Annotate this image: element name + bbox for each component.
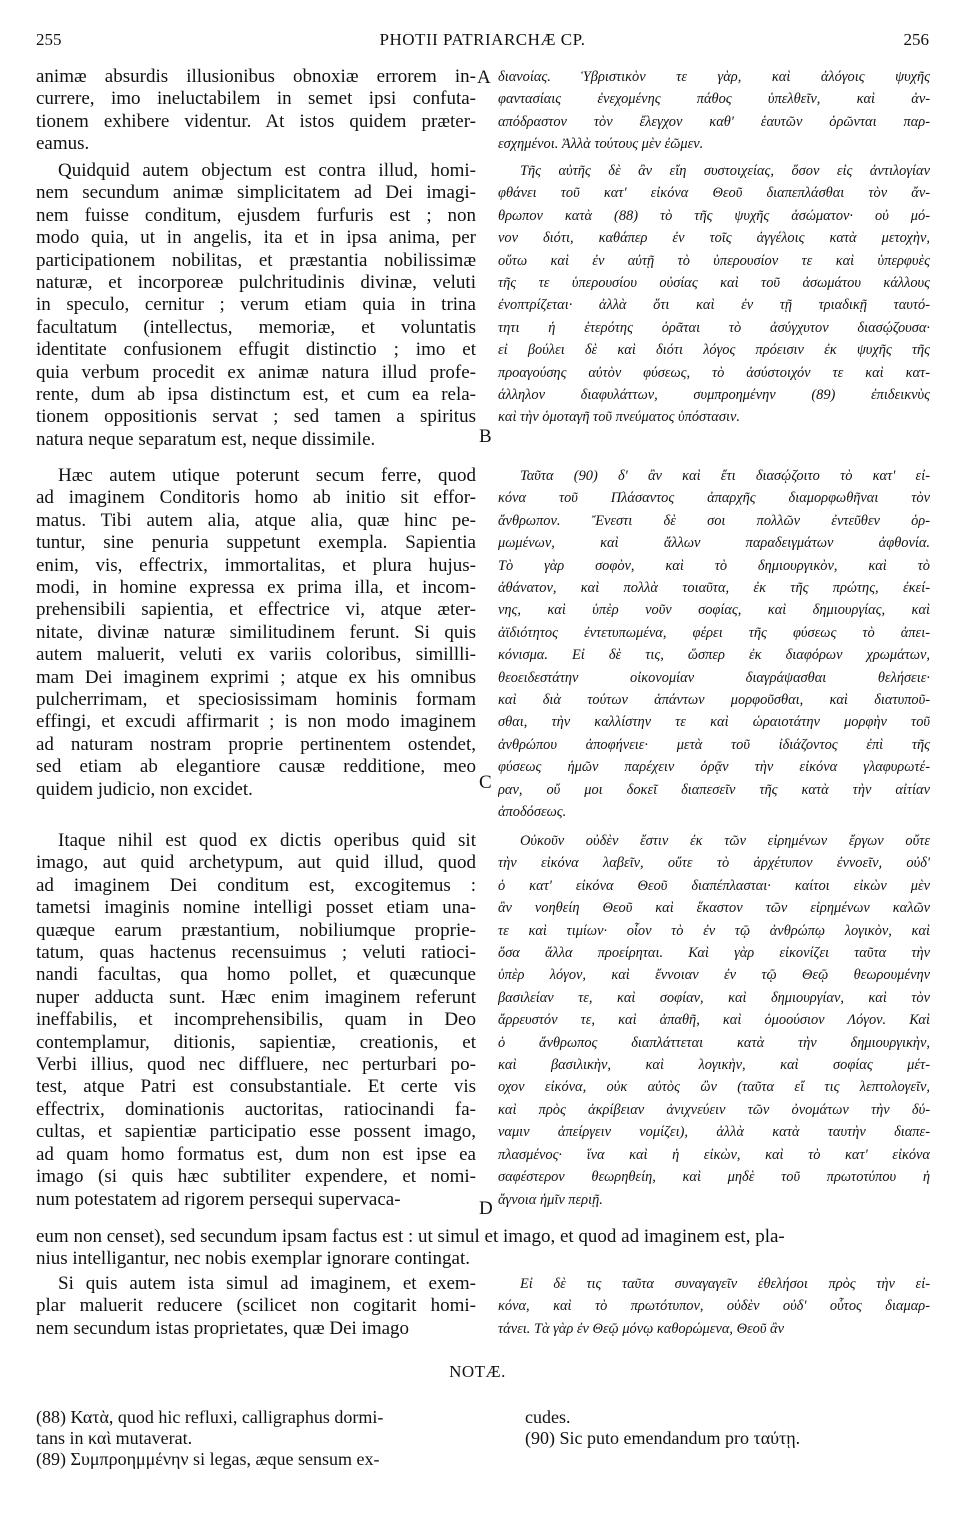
text-line: Hæc autem utique poterunt secum ferre, quod [58,465,476,486]
text-line: Quidquid autem objectum est contra illud, homi- [58,160,476,181]
text-line: ad naturam nostram proprie pertinentem ostendet, [36,733,476,755]
text-line: animæ absurdis illusionibus obnoxiæ errorem in- [36,66,476,87]
text-line: νον διότι, καθάπερ ἐν τοῖς ἀγγέλοις κατὰ μετοχὴν, [498,230,930,247]
text-line: imago (si quis hæc subtiliter expendere, et nomi- [36,1166,476,1188]
text-line: καὶ πρὸς ἀκρίβειαν ἀνιχνεύειν τῶν ὀνομάτων τὴν δύ- [498,1101,930,1118]
text-line: identitate confusionem effugit distinctio ; imo et [36,339,476,361]
text-line: ἀϊδιότητος ἐντετυπωμένα, φέρει τῆς φύσεως τὸ ἀπει- [498,624,930,641]
text-line: ὅσα ἄλλα προείρηται. Καὶ γὰρ εἰκονίζει ταῦτα τὴν [498,945,930,962]
text-line: νης, καὶ ὑπὲρ νοῦν σοφίας, καὶ δημιουργίας, καὶ [498,602,930,619]
text-line: Si quis autem ista simul ad imaginem, et exem- [58,1273,476,1294]
running-title: PHOTII PATRIARCHÆ CP. [379,30,586,49]
text-line: tionem oppositionis servat ; sed tamen a spiritus [36,406,476,428]
text-line: nandi facultas, qua homo pollet, et quæcunque [36,964,476,986]
text-line: ὁ κατ' εἰκόνα Θεοῦ διαπέπλασται· καίτοι εἰκὼν μὲν [498,877,930,894]
text-line: καὶ βασιλικὴν, καὶ λογικὴν, καὶ σοφίας μέτ- [498,1057,930,1074]
text-line: οχον εἰκόνα, οὐκ αὐτὸς ὢν (ταῦτα εἴ τις λεπτολογεῖν, [498,1079,930,1096]
text-line: θεοειδεστάτην οἰκονομίαν διαγράψασθαι θελήσειε· [498,669,930,686]
text-line: prehensibili sapientia, et effectrice vi, atque æter- [36,599,476,621]
text-line: ad quam homo formatus est, dum non est ipse ea [36,1143,476,1165]
text-line: Τῆς αὐτῆς δὲ ἂν εἴη συστοιχείας, ὅσον εἰς ἀντιλογίαν [520,163,930,179]
text-line: ἀνθρώπου ἀποφήνειε· μετὰ τοῦ ἰδιάζοντος ἐπὶ τῆς [498,736,930,753]
text-line: ἐνοπτρίζεται· ἀλλὰ ὅτι καὶ ἐν τῇ τριαδικῇ ταυτό- [498,297,930,314]
text-line: ἄνθρωπον. Ἔνεστι δὲ σοι πολλῶν ἐντεῦθεν ὁρ- [498,512,930,529]
text-line: διανοίας. Ὑβριστικὸν τε γὰρ, καὶ ἀλόγοις ψυχῆς [498,69,930,85]
latin-paragraph-5 [36,1273,476,1340]
text-line: ad imaginem Conditoris homo ab initio sit effor- [36,487,476,509]
text-line: test, atque Patri est consubstantiale. Et certe vis [36,1076,476,1098]
text-line: φθάνει τοῦ κατ' εἰκόνα Θεοῦ διαπεπλάσθαι τὸν ἄν- [498,185,930,202]
text-line: plar maluerit reducere (scilicet non cogitarit homi- [36,1295,476,1317]
text-line: nitate, divinæ naturæ similitudinem ferunt. Si quis [36,621,476,643]
margin-marker-c: C [479,772,492,793]
text-line: σθαι, τὴν καλλίστην τε καὶ ὡραιοτάτην μορφὴν τοῦ [498,714,930,731]
text-line: ἄρρευστόν τε, καὶ ἀπαθῆ, καὶ ὁμοούσιον Λόγον. Καὶ [498,1012,930,1029]
greek-paragraph-1 [498,66,930,156]
text-line: πλασμένος· ἵνα καὶ ἡ εἰκὼν, καὶ τὸ κατ' εἰκόνα [498,1146,930,1163]
text-line: cultas, et sapientiæ participatio esse possent imago, [36,1121,476,1143]
text-line: θρωπον κατὰ (88) τὸ τῆς ψυχῆς ἀσώματον· οὐ μό- [498,207,930,224]
text-line: enim, vis, effectrix, immortalitas, et plura hujus- [36,554,476,576]
text-line: σαφέστερον θεωρηθείη, καὶ μηδὲ τοῦ πρωτοτύπου ἡ [498,1169,930,1186]
margin-marker-b: B [479,426,492,447]
text-line: εσχημένοι. Ἀλλὰ τούτους μὲν ἐῶμεν. [498,136,704,153]
greek-paragraph-2 [498,160,930,429]
text-line: modo quia, ut in angelis, ita et in ipsa anima, per [36,227,476,249]
text-line: naturæ, et incorporeæ pulchritudinis divinæ, veluti [36,272,476,294]
text-line: τητι ἡ ἑτερότης ὁρᾶται τὸ ἀσύγχυτον διασῴζουσα· [498,319,930,336]
text-line: ναμιν ἀπείργειν νομίζει), ἀλλὰ κατὰ ταυτὴν διαπε- [498,1124,930,1141]
notes-left-column [36,1407,476,1470]
text-line: eum non censet), sed secundum ipsam factus est : ut simul et imago, et quod ad imaginem est, pla- [36,1226,785,1247]
text-line: rente, dum ab ipsa distinctum est, et cum ea rela- [36,384,476,406]
text-line: in speculo, cernitur ; verum etiam quia in trina [36,294,476,316]
notes-right-column [525,1407,935,1449]
page-number-right: 256 [903,30,929,49]
running-header [36,30,929,54]
text-line: (89) Συμπροημμένην si legas, æque sensum ex- [36,1449,380,1469]
text-line: τῆς τε ὑπερουσίου οὐσίας καὶ τοῦ ἀσωμάτου κάλλους [498,275,930,292]
text-line: (90) Sic puto emendandum pro ταύτῃ. [525,1428,801,1448]
text-line: ἀθάνατον, καὶ πολλὰ τοιαῦτα, ἐκ τῆς πρώτης, ἐκεί- [498,580,930,597]
text-line: participationem nobilitas, et præstantia nobilissimæ [36,249,476,271]
text-line: καὶ διὰ τούτων ἁπάντων μορφοῦσθαι, καὶ διατυποῦ- [498,692,930,709]
text-line: tametsi imaginis nomine intelligi posset etiam una- [36,897,476,919]
text-line: ad imaginem Dei conditum est, excogitemus : [36,874,476,896]
greek-paragraph-5 [498,1273,930,1340]
notes-heading: NOTÆ. [449,1362,506,1381]
text-line: nem secundum istas proprietates, quæ Dei imago [36,1317,410,1339]
text-line: ὁ ἄνθρωπος διαπλάττεται κατὰ τὴν δημιουργικὴν, [498,1034,930,1051]
text-line: cudes. [525,1407,571,1427]
text-line: μωμένων, καὶ ἄλλων παραδειγμάτων ἀφθονία. [498,535,930,552]
text-line: ἂν νοηθείη Θεοῦ καὶ ἕκαστον τῶν εἰρημένων καλῶν [498,900,930,917]
text-line: quia verbum procedit ex animæ natura illud profe- [36,361,476,383]
text-line: natura neque separatum est, neque dissimile. [36,428,376,450]
margin-marker-d: D [479,1198,493,1219]
text-line: nem fuisse conditum, ejusdem furfuris est ; non [36,204,476,226]
text-line: κόνα τοῦ Πλάσαντος ἀπαρχῆς διαμορφωθῆναι τὸν [498,490,930,507]
margin-marker-a: A [477,67,491,88]
text-line: matus. Tibi autem alia, atque alia, quæ hinc pe- [36,509,476,531]
text-line: nius intelligantur, nec nobis exemplar ignorare contingat. [36,1248,471,1270]
text-line: βασιλείαν τε, καὶ σοφίαν, καὶ δημιουργίαν, καὶ τὸν [498,989,930,1006]
text-line: καὶ τὴν ὁμοταγῆ τοῦ πνεύματος ὑπόστασιν. [498,409,740,426]
text-line: sed etiam ab elegantiore causæ redditione, meo [36,756,476,778]
page-number-left: 255 [36,30,62,49]
text-line: Ταῦτα (90) δ' ἂν καὶ ἔτι διασῴζοιτο τὸ κατ' εἰ- [520,468,930,484]
text-line: Verbi illius, quod nec diffluere, nec perturbari po- [36,1054,476,1076]
text-line: ἀποδόσεως. [498,804,567,821]
text-line: οὕτω καὶ ἐν αὐτῇ τὸ ὑπερουσίον τε καὶ ὑπερφυὲς [498,252,930,269]
text-line: προαγούσης αὐτὸν φύσεως, τὸ ἀσύστοιχόν τε καὶ κατ- [498,364,930,381]
text-line: eamus. [36,133,90,155]
latin-paragraph-2 [36,160,476,451]
text-line: Εἰ δὲ τις ταῦτα συναγαγεῖν ἐθελήσοι πρὸς τὴν εἰ- [520,1276,930,1292]
text-line: φύσεως ἡμῶν παρέχειν ὁρᾷν τὴν εἰκόνα γλαφυρωτέ- [498,759,930,776]
text-line: pulcherrimam, et speciosissimam hominis formam [36,689,476,711]
text-line: quæque earum præstantium, nobiliumque proprie- [36,919,476,941]
text-line: effectrix, dominationis auctoritas, ratiocinandi fa- [36,1098,476,1120]
text-line: ὑπὲρ λόγον, καὶ ἔννοιαν ἐν τῷ Θεῷ θεωρουμένην [498,967,930,984]
text-line: tuntur, sine penuria suppetunt exempla. Sapientia [36,532,476,554]
text-line: Οὐκοῦν οὐδὲν ἔστιν ἐκ τῶν εἰρημένων ἔργων οὔτε [520,833,930,849]
text-line: κόνα, καὶ τὸ πρωτότυπον, οὐδὲν οὐδ' οὗτος διαμαρ- [498,1298,930,1315]
text-line: effingi, et excudi affirmarit ; is non modo imaginem [36,711,476,733]
greek-paragraph-3 [498,465,930,824]
text-line: απόδραστον τὸν ἔλεγχον καθ' ἑαυτῶν ὁρῶνται παρ- [498,113,930,130]
text-line: κόνισμα. Εἰ δὲ τις, ὥσπερ ἐκ διαφόρων χρωμάτων, [498,647,930,664]
text-line: ἄγνοια ἡμῖν περιῇ. [498,1191,603,1208]
text-line: τὴν εἰκόνα λαβεῖν, οὔτε τὸ ἀρχέτυπον ἐννοεῖν, οὐδ' [498,855,930,872]
text-line: nuper adducta sunt. Hæc enim imaginem referunt [36,986,476,1008]
text-line: autem maluerit, veluti ex variis coloribus, simillli- [36,644,476,666]
text-line: τε καὶ τιμίων· οἷον τὸ ἐν τῷ ἀνθρώπῳ λογικὸν, καὶ [498,922,930,939]
text-line: (88) Κατὰ, quod hic refluxi, calligraphus dormi- [36,1407,384,1427]
greek-paragraph-4 [498,830,930,1211]
text-line: τάνει. Τὰ γὰρ ἐν Θεῷ μόνῳ καθορώμενα, Θεοῦ ἂν [498,1320,784,1337]
text-line: φαντασίαις ἐνεχομένης πάθος ὑπελθεῖν, καὶ ἀν- [498,91,930,108]
latin-paragraph-1 [36,66,476,156]
text-line: tatum, quas hactenus recensuimus ; veluti ratioci- [36,942,476,964]
text-line: εἰ βούλει δὲ καὶ διότι λόγος πρόεισιν ἐκ ψυχῆς τῆς [498,342,930,359]
text-line: ineffabilis, et incomprehensibilis, quam in Deo [36,1009,476,1031]
text-line: nem secundum animæ simplicitatem ad Dei imagi- [36,182,476,204]
text-line: currere, imo ineluctabilem in semet ipsi confuta- [36,88,476,110]
text-line: άλληλον διαφυλάττων, συμπροημένην (89) ἐπιδεικνὺς [498,387,930,404]
full-width-lines [36,1226,929,1271]
text-line: tans in καὶ mutaverat. [36,1428,193,1448]
text-line: Τὸ γὰρ σοφὸν, καὶ τὸ δημιουργικὸν, καὶ τὸ [498,557,930,574]
latin-paragraph-4 [36,830,476,1211]
text-line: num potestatem ad rigorem persequi supervaca- [36,1188,401,1210]
text-line: contemplamur, ditionis, sapientiæ, creationis, et [36,1031,476,1053]
text-line: Itaque nihil est quod ex dictis operibus quid sit [58,830,476,851]
text-line: tionem exhibere videntur. At istos quidem præter- [36,110,476,132]
text-line: modi, in homine expressa ex prima illa, et incom- [36,577,476,599]
text-line: facultatum (intellectus, memoriæ, et voluntatis [36,316,476,338]
latin-paragraph-3 [36,465,476,801]
text-line: quidem judicio, non excidet. [36,778,253,800]
text-line: ραν, οὔ μοι δοκεῖ διαπεσεῖν τῆς κατὰ τὴν αἰτίαν [498,781,930,798]
text-line: imago, aut quid archetypum, aut quid illud, quod [36,852,476,874]
text-line: mam Dei imaginem exprimi ; atque ex his omnibus [36,666,476,688]
